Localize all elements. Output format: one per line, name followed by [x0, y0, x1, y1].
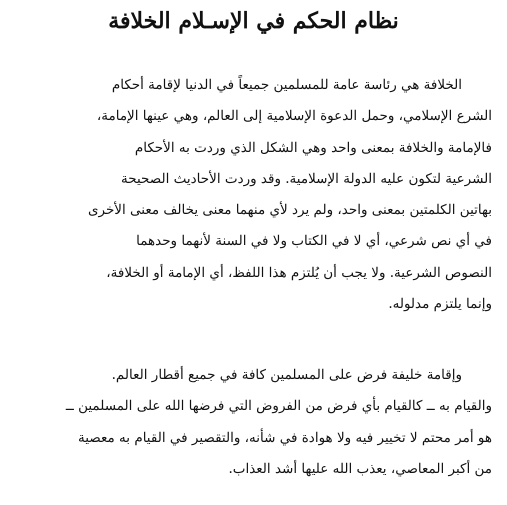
- paragraph-line: النصوص الشرعية. ولا يجب أن يُلتزم هذا اللفظ، أي الإمامة أو الخلافة،: [106, 264, 492, 281]
- paragraph-line: من أكبر المعاصي، يعذب الله عليها أشد العذاب.: [228, 460, 492, 477]
- paragraph-line: وإقامة خليفة فرض على المسلمين كافة في جميع أقطار العالم.: [111, 367, 462, 383]
- paragraph-line: الشرع الإسلامي، وحمل الدعوة الإسلامية إلى العالم، وهي عينها الإمامة،: [96, 108, 492, 125]
- paragraph-line: في أي نص شرعي، أي لا في الكتاب ولا في السنة لأنهما وحدهما: [136, 233, 492, 250]
- paragraph-line: هو أمر محتم لا تخيير فيه ولا هوادة في شأنه، والتقصير في القيام به معصية: [78, 429, 492, 446]
- paragraph-line: فالإمامة والخلافة بمعنى واحد وهي الشكل الذي وردت به الأحكام: [134, 139, 492, 156]
- page-title: نظام الحكم في الإسـلام الخلافة: [108, 8, 399, 34]
- paragraph-line: وإنما يلتزم مدلوله.: [388, 296, 492, 313]
- paragraph-2: [14, 360, 492, 485]
- paragraph-line: والقيام به ــ كالقيام بأي فرض من الفروض التي فرضها الله على المسلمين ــ: [65, 398, 492, 415]
- paragraph-1: [14, 70, 492, 320]
- paragraph-line: الخلافة هي رئاسة عامة للمسلمين جميعاً في الدنيا لإقامة أحكام: [111, 77, 462, 93]
- paragraph-line: الشرعية لتكون عليه الدولة الإسلامية. وقد وردت الأحاديث الصحيحة: [121, 170, 492, 187]
- paragraph-line: بهاتين الكلمتين بمعنى واحد، ولم يرد لأي منهما معنى يخالف معنى الأخرى: [87, 202, 492, 219]
